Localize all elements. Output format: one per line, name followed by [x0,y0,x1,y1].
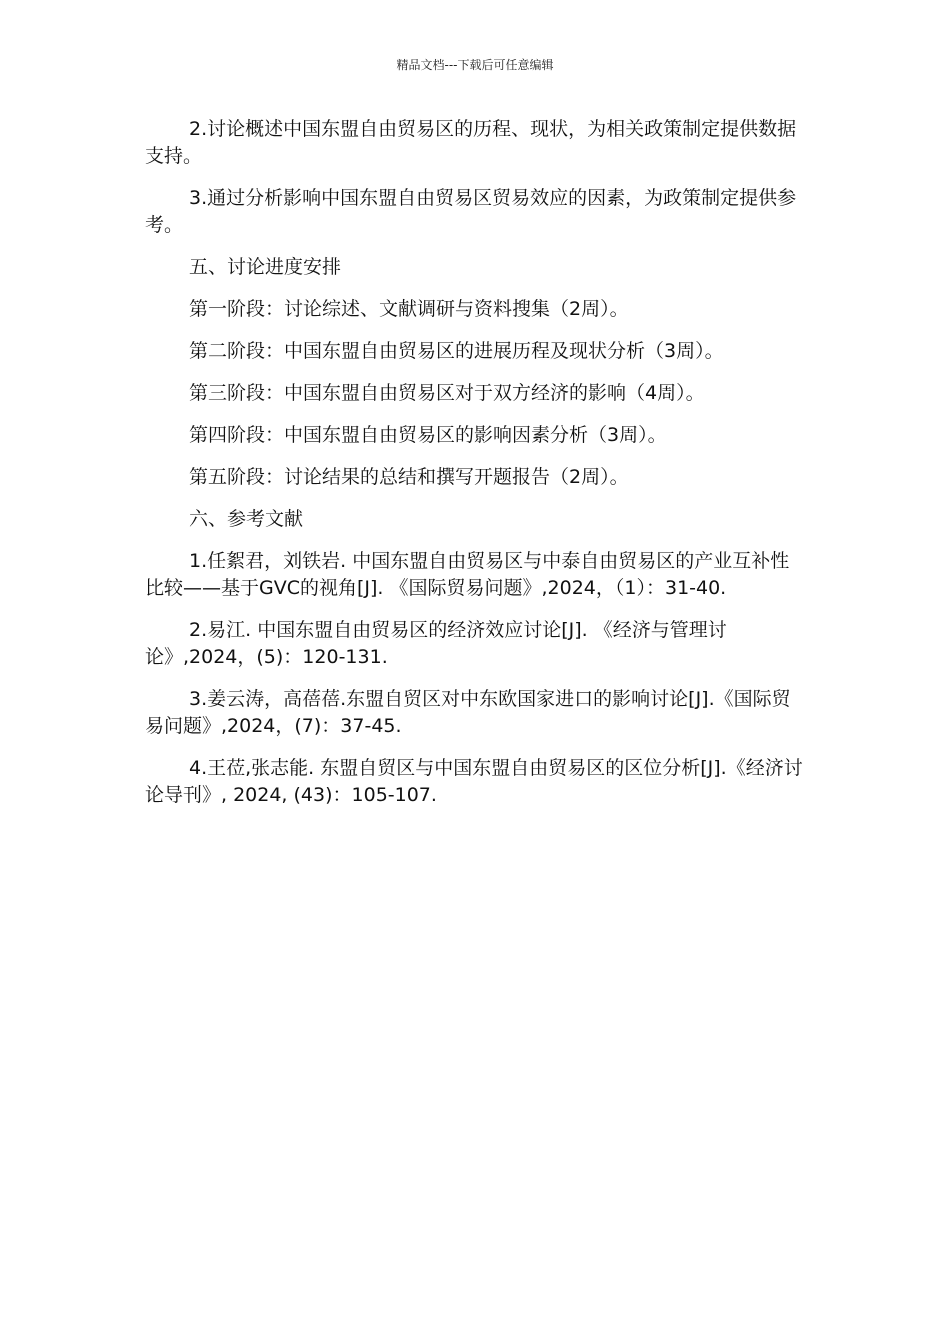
reference-item-1: 1.任絮君，刘铁岩. 中国东盟自由贸易区与中泰自由贸易区的产业互补性比较——基于GVC的视角[J]. 《国际贸易问题》,2024，（1）：31-40. [145,550,790,599]
reference-item-2: 2.易江. 中国东盟自由贸易区的经济效应讨论[J]. 《经济与管理讨论》,2024，(5)：120-131. [145,619,727,668]
section-heading-references: 六、参考文献 [189,508,304,530]
paragraph-objective-2: 2.讨论概述中国东盟自由贸易区的历程、现状，为相关政策制定提供数据支持。 [145,118,797,167]
section-heading-schedule: 五、讨论进度安排 [189,256,342,278]
paragraph-objective-3: 3.通过分析影响中国东盟自由贸易区贸易效应的因素，为政策制定提供参考。 [145,187,797,236]
page-header: 精品文档---下载后可任意编辑 [396,58,554,72]
schedule-stage-5: 第五阶段：讨论结果的总结和撰写开题报告（2周）。 [189,466,629,488]
reference-item-4: 4.王莅,张志能. 东盟自贸区与中国东盟自由贸易区的区位分析[J].《经济讨论导刊》, 2024, (43)：105-107. [145,757,803,806]
schedule-stage-3: 第三阶段：中国东盟自由贸易区对于双方经济的影响（4周）。 [189,382,705,404]
schedule-stage-1: 第一阶段：讨论综述、文献调研与资料搜集（2周）。 [189,298,629,320]
reference-item-3: 3.姜云涛，高蓓蓓.东盟自贸区对中东欧国家进口的影响讨论[J].《国际贸易问题》,2024，(7)：37-45. [145,688,791,737]
schedule-stage-2: 第二阶段：中国东盟自由贸易区的进展历程及现状分析（3周）。 [189,340,724,362]
document-body [145,116,805,824]
schedule-stage-4: 第四阶段：中国东盟自由贸易区的影响因素分析（3周）。 [189,424,667,446]
